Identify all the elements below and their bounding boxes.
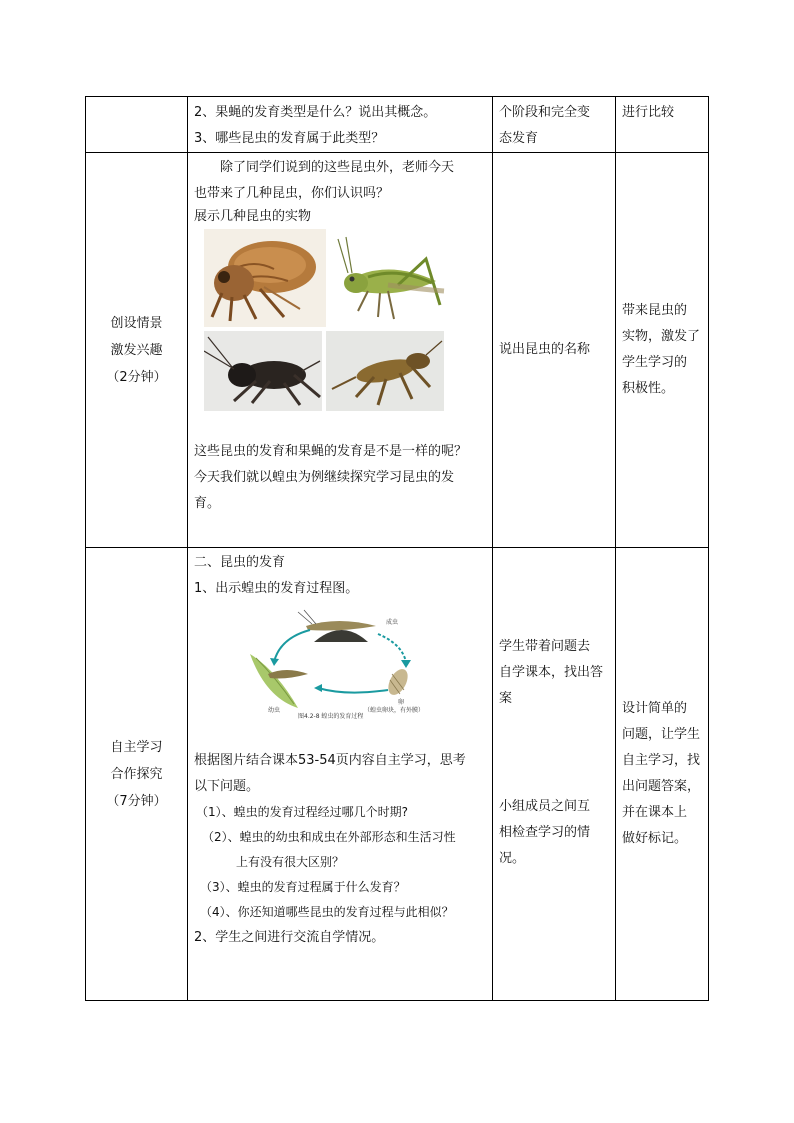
stage-cell-empty: [86, 97, 188, 153]
text-line: 进行比较: [622, 105, 675, 120]
table-row: [86, 153, 709, 548]
text-line: 今天我们就以蝗虫为例继续探究学习昆虫的发: [194, 470, 455, 485]
text-line: 实物，激发了: [622, 329, 701, 344]
teacher-activity-cell: [188, 153, 493, 548]
figure-caption: 图4.2-8 蝗虫的发育过程: [298, 713, 364, 720]
text-line: 问题，让学生: [622, 727, 701, 742]
text-line: 况。: [499, 851, 526, 866]
egg-note: （蝗虫卵块，有外膜）: [364, 707, 425, 714]
text-line: 展示几种昆虫的实物: [194, 209, 312, 224]
text-line: 出问题答案，: [622, 779, 701, 794]
student-activity-cell: [493, 97, 616, 153]
cricket-photo: [204, 331, 322, 411]
table-row: [86, 548, 709, 1001]
text-line: 积极性。: [622, 381, 675, 396]
insect-photo-grid: [204, 229, 454, 411]
stage-duration: （2分钟）: [106, 369, 167, 385]
stage-name: 合作探究: [110, 766, 163, 782]
stage-cell: [86, 548, 188, 1001]
text-line: 自学课本，找出答: [499, 665, 604, 680]
nymph-label: 幼虫: [268, 707, 281, 714]
egg-label: 卵: [398, 699, 405, 706]
stage-name: 自主学习: [110, 739, 163, 755]
text-line: 根据图片结合课本53-54页内容自主学习，思考: [194, 753, 466, 768]
question-item: （1）、蝗虫的发育过程经过哪几个时期?: [196, 805, 409, 819]
section-heading: 二、昆虫的发育: [194, 555, 286, 570]
question-item: （3）、蝗虫的发育过程属于什么发育？: [200, 880, 406, 894]
purpose-cell: [616, 153, 709, 548]
cicada-photo: [204, 229, 326, 327]
question-item: （4）、你还知道哪些昆虫的发育过程与此相似？: [200, 905, 454, 919]
stage-name: 创设情景: [110, 315, 163, 331]
mole-cricket-photo: [326, 331, 444, 411]
text-line: 案: [499, 691, 513, 706]
text-line: 也带来了几种昆虫，你们认识吗？: [194, 186, 390, 201]
text-line: 这些昆虫的发育和果蝇的发育是不是一样的呢？: [194, 444, 468, 459]
text-line: 除了同学们说到的这些昆虫外，老师今天: [220, 160, 455, 175]
text-line: 态发育: [499, 131, 539, 146]
student-activity-cell: [493, 548, 616, 1001]
stage-duration: （7分钟）: [106, 793, 167, 809]
text-line: 以下问题。: [194, 779, 260, 794]
text-line: 学生学习的: [622, 355, 688, 370]
text-line: 说出昆虫的名称: [499, 342, 591, 357]
purpose-cell: [616, 548, 709, 1001]
text-line: 并在课本上: [622, 805, 688, 820]
stage-cell: [86, 153, 188, 548]
text-line: 学生带着问题去: [499, 639, 591, 654]
question-item: 上有没有很大区别？: [236, 855, 345, 869]
text-line: 个阶段和完全变: [499, 105, 591, 120]
text-line: 育。: [194, 496, 221, 511]
teacher-activity-cell: [188, 548, 493, 1001]
lesson-plan-table: [85, 96, 709, 1001]
text-line: 1、出示蝗虫的发育过程图。: [194, 581, 359, 596]
grasshopper-photo: [328, 229, 454, 327]
teacher-activity-cell: [188, 97, 493, 153]
text-line: 相检查学习的情: [499, 825, 591, 840]
text-line: 做好标记。: [622, 831, 688, 846]
table-row: [86, 97, 709, 153]
student-activity-cell: [493, 153, 616, 548]
locust-development-diagram: [246, 608, 436, 720]
adult-label: 成虫: [386, 619, 399, 626]
text-line: 设计简单的: [622, 701, 688, 716]
text-line: 小组成员之间互: [499, 799, 591, 814]
text-line: 自主学习，找: [622, 753, 701, 768]
stage-name: 激发兴趣: [110, 342, 163, 358]
text-line: 2、学生之间进行交流自学情况。: [194, 930, 385, 945]
question-item: （2）、蝗虫的幼虫和成虫在外部形态和生活习性: [202, 830, 456, 844]
text-line: 2、果蝇的发育类型是什么？说出其概念。: [194, 105, 437, 120]
text-line: 3、哪些昆虫的发育属于此类型？: [194, 131, 385, 146]
text-line: 带来昆虫的: [622, 303, 688, 318]
purpose-cell: [616, 97, 709, 153]
